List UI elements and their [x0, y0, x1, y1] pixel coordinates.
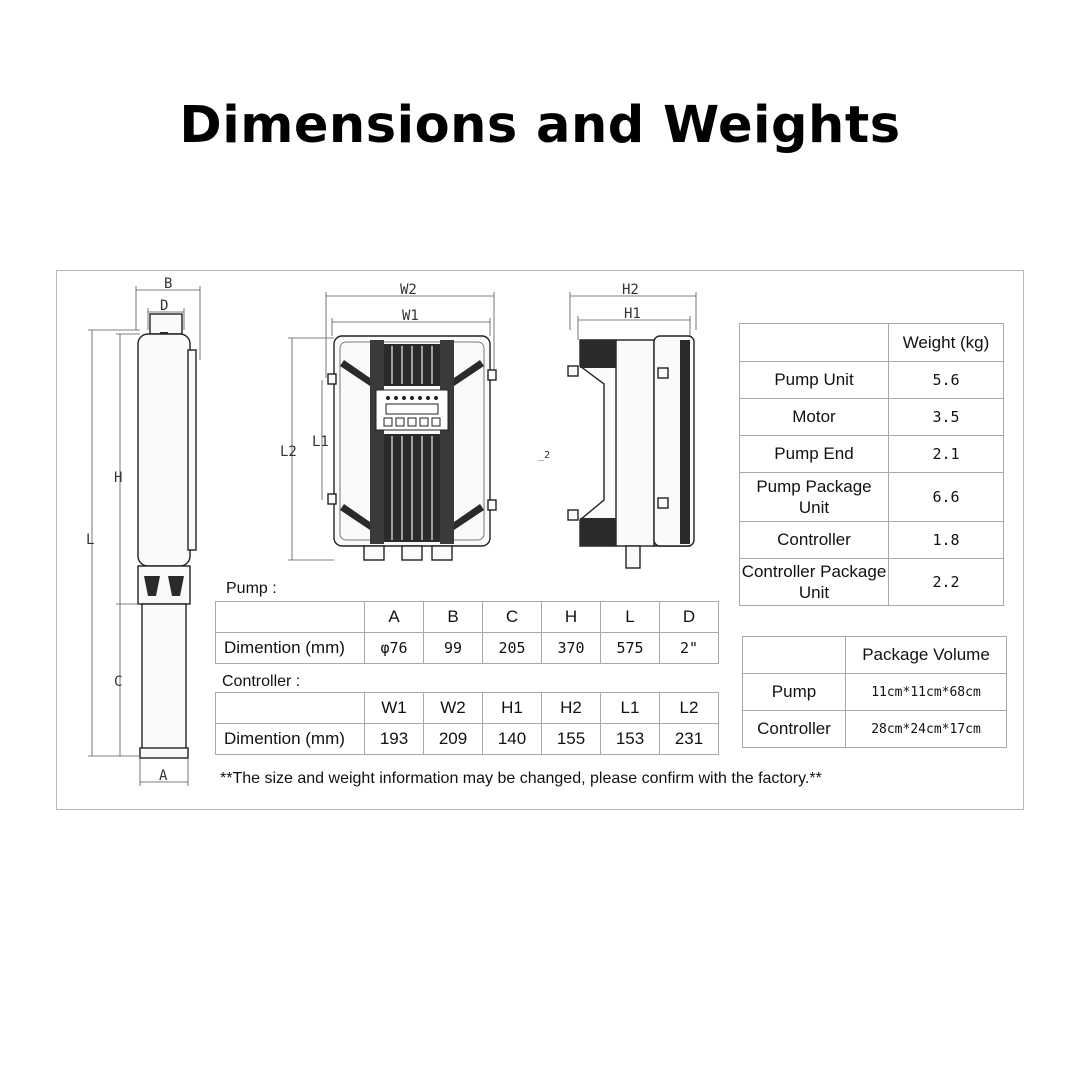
controller-value-l2: 231 [660, 724, 719, 755]
weight-row [740, 522, 1004, 559]
controller-header-l2: L2 [660, 693, 719, 724]
controller-value-h1: 140 [483, 724, 542, 755]
package-volume-table [742, 636, 1007, 748]
pump-dim-d-label: D [160, 298, 169, 314]
weight-row-name: Motor [740, 399, 889, 436]
pump-table-row [216, 633, 719, 664]
controller-front-drawing [280, 282, 496, 560]
weight-row-name: Controller [740, 522, 889, 559]
controller-dim-h1-label: H1 [624, 306, 641, 322]
volume-row [743, 674, 1007, 711]
controller-table-row [216, 724, 719, 755]
controller-value-l1: 153 [601, 724, 660, 755]
volume-row-name: Pump [743, 674, 846, 711]
controller-dim-w1-label: W1 [402, 308, 419, 324]
pump-header-b: B [424, 602, 483, 633]
pump-header-c: C [483, 602, 542, 633]
weight-row-value: 5.6 [889, 362, 1004, 399]
controller-dimension-table [215, 692, 719, 755]
pump-table-corner [216, 602, 365, 633]
pump-drawing [86, 276, 200, 786]
controller-row-label: Dimention (mm) [216, 724, 365, 755]
weight-table-header-row [740, 324, 1004, 362]
weight-table [739, 323, 1004, 606]
volume-row-name: Controller [743, 711, 846, 748]
page-title: Dimensions and Weights [179, 96, 901, 155]
pump-value-c: 205 [483, 633, 542, 664]
controller-dim-h2-label: H2 [622, 282, 639, 298]
volume-table-header-row [743, 637, 1007, 674]
controller-header-h2: H2 [542, 693, 601, 724]
controller-dim-l1-label: L1 [312, 434, 329, 450]
pump-header-h: H [542, 602, 601, 633]
pump-value-b: 99 [424, 633, 483, 664]
disclaimer-footnote: **The size and weight information may be changed, please confirm with the factory.** [220, 770, 822, 787]
volume-row [743, 711, 1007, 748]
volume-table-header: Package Volume [846, 637, 1007, 674]
pump-dim-l-label: L [86, 532, 95, 548]
weight-table-corner [740, 324, 889, 362]
weight-row [740, 399, 1004, 436]
controller-table-header-row [216, 693, 719, 724]
controller-side-drawing [538, 282, 696, 568]
pump-header-d: D [660, 602, 719, 633]
controller-table-corner [216, 693, 365, 724]
controller-value-w1: 193 [365, 724, 424, 755]
pump-value-a: φ76 [365, 633, 424, 664]
pump-dim-h-label: H [114, 470, 123, 486]
pump-value-h: 370 [542, 633, 601, 664]
weight-row-value: 1.8 [889, 522, 1004, 559]
pump-value-l: 575 [601, 633, 660, 664]
weight-row [740, 473, 1004, 522]
pump-header-l: L [601, 602, 660, 633]
volume-row-value: 28cm*24cm*17cm [846, 711, 1007, 748]
controller-value-w2: 209 [424, 724, 483, 755]
pump-dimension-table [215, 601, 719, 664]
weight-row-value: 2.2 [889, 559, 1004, 606]
weight-row-name: Pump Unit [740, 362, 889, 399]
weight-row [740, 436, 1004, 473]
controller-header-w2: W2 [424, 693, 483, 724]
controller-value-h2: 155 [542, 724, 601, 755]
controller-header-h1: H1 [483, 693, 542, 724]
weight-row-value: 6.6 [889, 473, 1004, 522]
pump-value-d: 2" [660, 633, 719, 664]
weight-row-name: Pump End [740, 436, 889, 473]
pump-table-label: Pump : [226, 580, 277, 597]
weight-row [740, 559, 1004, 606]
pump-table-header-row [216, 602, 719, 633]
pump-row-label: Dimention (mm) [216, 633, 365, 664]
controller-table-label: Controller : [222, 673, 301, 690]
weight-row-value: 2.1 [889, 436, 1004, 473]
volume-table-corner [743, 637, 846, 674]
controller-header-l1: L1 [601, 693, 660, 724]
pump-dim-a-label: A [159, 768, 168, 784]
pump-dim-c-label: C [114, 674, 123, 690]
pump-dim-b-label: B [164, 276, 173, 292]
weight-row [740, 362, 1004, 399]
pump-header-a: A [365, 602, 424, 633]
controller-header-w1: W1 [365, 693, 424, 724]
controller-dim-w2-label: W2 [400, 282, 417, 298]
volume-row-value: 11cm*11cm*68cm [846, 674, 1007, 711]
weight-row-name: Pump Package Unit [740, 473, 889, 522]
controller-dim-l2-label: L2 [280, 444, 297, 460]
weight-row-value: 3.5 [889, 399, 1004, 436]
controller-dim-l2-partial-label: _2 [538, 450, 551, 461]
weight-table-header: Weight (kg) [889, 324, 1004, 362]
weight-row-name: Controller Package Unit [740, 559, 889, 606]
